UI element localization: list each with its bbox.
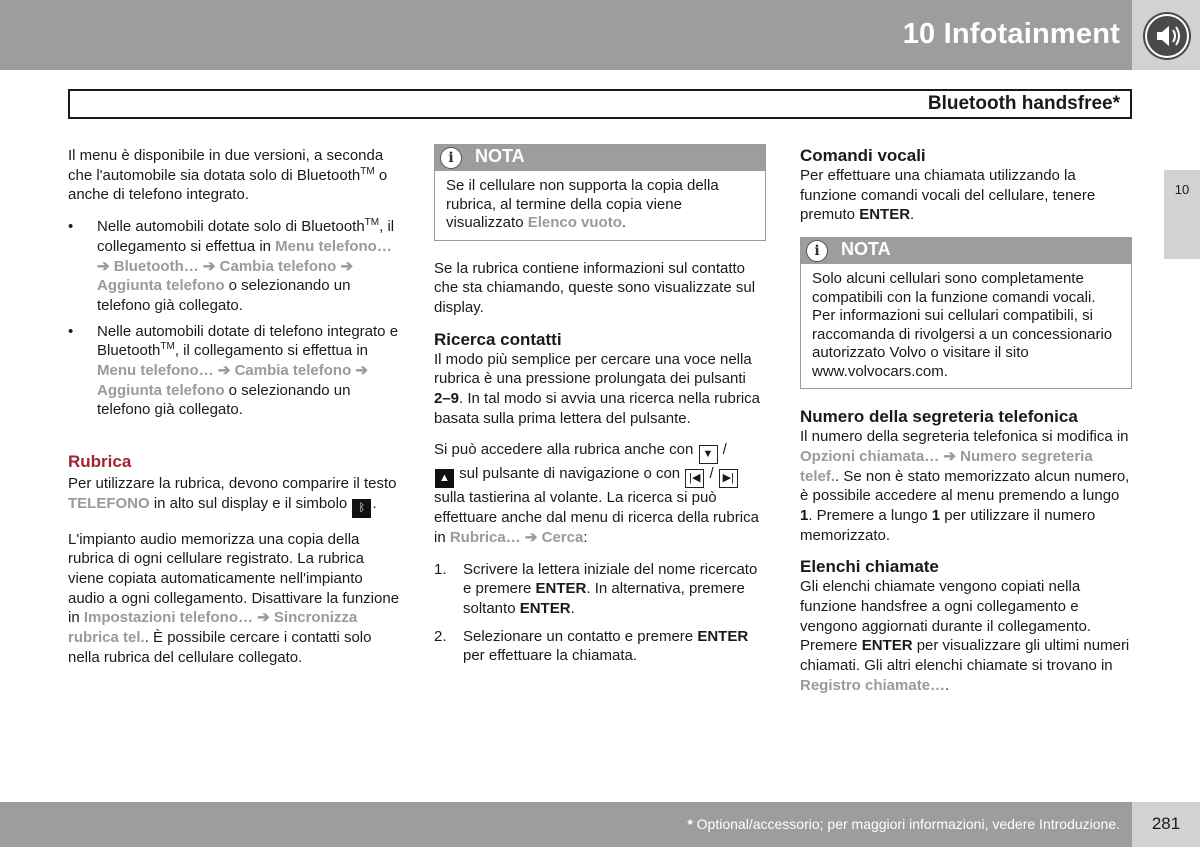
- segreteria-paragraph: Il numero della segreteria telefonica si modifica in Opzioni chiamata… ➔ Numero segreteria telef.. Se non è stato memorizzato alcun numero, è possibile accedere al menu premendo a lungo 1. Premere a lungo 1 per utilizzare il numero memorizzato.: [800, 428, 1130, 544]
- arrow-icon: ➔: [198, 257, 220, 275]
- rubrica-heading: Rubrica: [68, 452, 132, 472]
- list-item: 1. Scrivere la lettera iniziale del nome ricercato e premere ENTER. In alternativa, premere soltanto ENTER.: [434, 560, 758, 617]
- elenchi-paragraph: Gli elenchi chiamate vengono copiati nella funzione handsfree a ogni collegamento e vengono aggiornati durante il collegamento. Premere ENTER per visualizzare gli ultimi numeri chiamati. Gli altri elenchi chiamate si trovano in Registro chiamate….: [800, 578, 1130, 694]
- vocali-paragraph: Per effettuare una chiamata utilizzando la funzione comandi vocali del cellulare, tenere premuto ENTER.: [800, 167, 1096, 224]
- copy-paragraph: L'impianto audio memorizza una copia della rubrica di ogni cellulare registrato. La rubrica viene copiata automaticamente nell'impianto audio a ogni collegamento. Disattivare la funzione in Impostazioni telefono… ➔ Sincronizza rubrica tel.. È possibile cercare i contatti solo nella rubrica del cellulare collegato.: [68, 530, 400, 666]
- prev-icon: |◀: [685, 469, 704, 488]
- note-label: NOTA: [475, 146, 525, 166]
- arrow-icon: ➔: [520, 528, 542, 546]
- chapter-tab-label: 10: [1174, 182, 1190, 197]
- chapter-header: [0, 0, 1132, 70]
- rubrica-paragraph: Per utilizzare la rubrica, devono comparire il testo TELEFONO in alto sul display e il simbolo ᛒ .: [68, 474, 402, 518]
- elenchi-heading: Elenchi chiamate: [800, 557, 939, 577]
- note-header: [801, 238, 1131, 264]
- arrow-icon: ➔: [97, 257, 114, 275]
- arrow-icon: ➔: [351, 362, 369, 380]
- page-number-box: [1132, 802, 1200, 847]
- vocali-heading: Comandi vocali: [800, 146, 926, 165]
- section-bar: [68, 89, 1132, 119]
- ricerca-heading: Ricerca contatti: [434, 329, 562, 349]
- section-title: Bluetooth handsfree*: [927, 93, 1120, 114]
- arrow-icon: ➔: [213, 362, 235, 380]
- arrow-icon: ➔: [336, 257, 354, 275]
- chapter-title: 10 Infotainment: [902, 18, 1120, 50]
- info-icon: i: [440, 147, 462, 169]
- next-icon: ▶|: [719, 469, 738, 488]
- down-arrow-icon: ▼: [699, 445, 718, 464]
- note-box: [800, 237, 1132, 389]
- ricerca-paragraph: Il modo più semplice per cercare una voce nella rubrica è una pressione prolungata dei pulsanti 2–9. In tal modo si avvia una ricerca nella rubrica basata sulla prima lettera del pulsante.: [434, 350, 761, 427]
- chapter-icon-box: [1132, 0, 1200, 70]
- speaker-icon: [1145, 14, 1189, 58]
- intro-paragraph: Il menu è disponibile in due versioni, a seconda che l'automobile sia dotata solo di Bluetooth™ o anche di telefono integrato.: [68, 147, 388, 204]
- arrow-icon: ➔: [939, 447, 961, 465]
- list-item: • Nelle automobili dotate di telefono integrato e Bluetooth™, il collegamento si effettua in Menu telefono… ➔ Cambia telefono ➔ Aggiunta telefono o selezionando un telefono già collegato.: [68, 322, 402, 421]
- segreteria-heading: Numero della segreteria telefonica: [800, 407, 1078, 427]
- column-1: [68, 146, 402, 679]
- note-box: [434, 144, 766, 241]
- arrow-icon: ➔: [253, 609, 274, 627]
- display-paragraph: Se la rubrica contiene informazioni sul contatto che sta chiamando, queste sono visualizzate sul display.: [434, 259, 756, 316]
- note-body: Se il cellulare non supporta la copia della rubrica, al termine della copia viene visualizzato Elenco vuoto.: [446, 177, 719, 231]
- bullet-list: [68, 217, 402, 420]
- note-body: Solo alcuni cellulari sono completamente compatibili con la funzione comandi vocali. Per informazioni sui cellulari compatibili, si raccomanda di rivolgersi a un concessionario autorizzato Volvo o visitare il sito www.volvocars.com.: [812, 270, 1113, 380]
- list-item: 2. Selezionare un contatto e premere ENTER per effettuare la chiamata.: [434, 627, 749, 665]
- page-number: 281: [1151, 814, 1181, 833]
- up-arrow-icon: ▲: [435, 469, 454, 488]
- steps-list: [434, 560, 766, 667]
- list-item: • Nelle automobili dotate solo di Bluetooth™, il collegamento si effettua in Menu telefono… ➔ Bluetooth… ➔ Cambia telefono ➔ Aggiunta telefono o selezionando un telefono già collegato.: [68, 217, 402, 316]
- access-paragraph: Si può accedere alla rubrica anche con ▼ / ▲ sul pulsante di navigazione o con |◀ / ▶| sulla tastierina al volante. La ricerca si può effettuare anche dal menu di ricerca della rubrica in Rubrica… ➔ Cerca:: [434, 441, 759, 546]
- info-icon: i: [806, 240, 828, 262]
- bluetooth-icon: ᛒ: [352, 499, 371, 518]
- footer-note: * Optional/accessorio; per maggiori informazioni, vedere Introduzione.: [687, 816, 1120, 832]
- footer-bar: [0, 802, 1132, 847]
- chapter-side-tab[interactable]: [1164, 170, 1200, 259]
- note-label: NOTA: [841, 239, 891, 260]
- column-2: [434, 144, 766, 674]
- note-header: [435, 145, 765, 171]
- column-3: [800, 146, 1132, 708]
